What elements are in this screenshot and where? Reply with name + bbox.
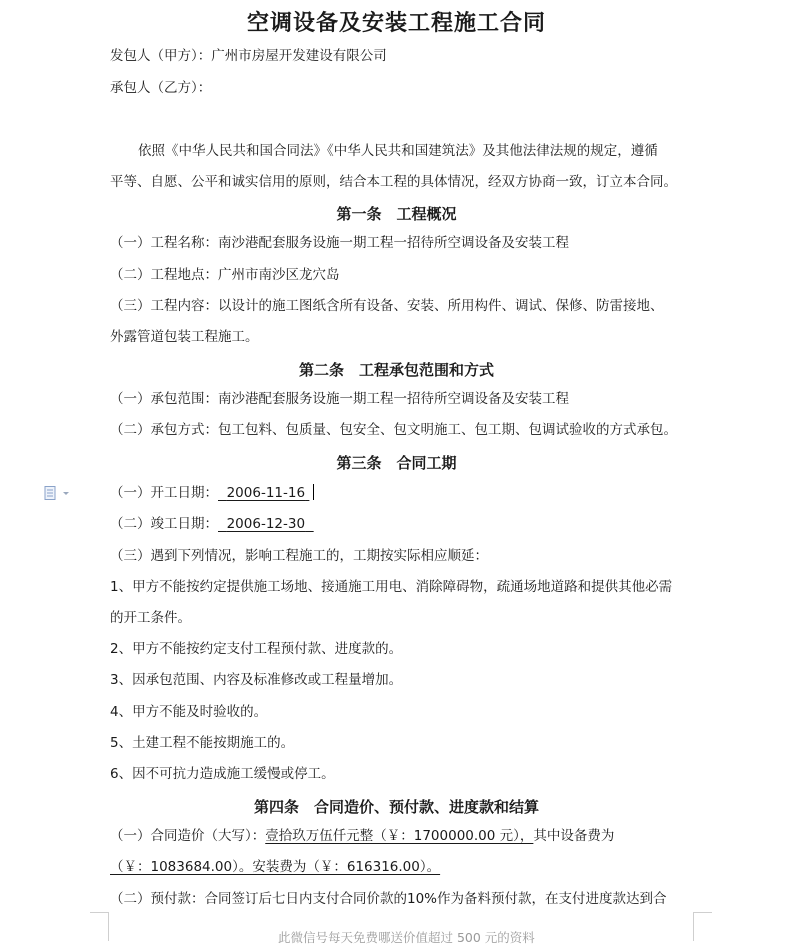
article-3-heading: 第三条 合同工期	[336, 454, 457, 472]
price-line-2	[110, 858, 440, 876]
article-1-line: 外露管道包装工程施工。	[110, 329, 259, 345]
article-3-line: （三）遇到下列情况，影响工程施工的，工期按实际相应顺延：	[110, 548, 488, 564]
price-label: （一）合同造价（大写）：	[110, 828, 266, 844]
article-3-line: 6、因不可抗力造成施工缓慢或停工。	[110, 766, 335, 782]
article-1-line: （一）工程名称：南沙港配套服务设施一期工程一招待所空调设备及安装工程	[110, 235, 569, 251]
document-paragraph-icon[interactable]	[44, 486, 70, 500]
article-1-line: （三）工程内容：以设计的施工图纸含所有设备、安装、所用构件、调试、保修、防雷接地、	[110, 298, 664, 314]
footer-corner-left	[90, 912, 109, 941]
document-title: 空调设备及安装工程施工合同	[246, 10, 546, 36]
prepayment-line: （二）预付款：合同签订后七日内支付合同价款的10%作为备料预付款，在支付进度款达到合	[110, 891, 667, 907]
text-cursor	[313, 484, 314, 500]
article-2-line: （一）承包范围：南沙港配套服务设施一期工程一招待所空调设备及安装工程	[110, 391, 569, 407]
price-line	[110, 827, 614, 845]
intro-line-1: 依照《中华人民共和国合同法》《中华人民共和国建筑法》及其他法律法规的规定，遵循	[138, 143, 658, 159]
article-3-line: 2、甲方不能按约定支付工程预付款、进度款的。	[110, 641, 403, 657]
price-field[interactable]: 壹拾玖万伍仟元整（￥：1700000.00 元），	[265, 828, 534, 844]
article-4-heading: 第四条 合同造价、预付款、进度款和结算	[253, 798, 539, 816]
article-2-line: （二）承包方式：包工包料、包质量、包安全、包文明施工、包工期、包调试验收的方式承包。	[110, 422, 677, 438]
article-3-line: 的开工条件。	[110, 610, 191, 626]
party-b: 承包人（乙方）：	[110, 80, 212, 96]
watermark-text: 此微信号每天免费哪送价值超过 500 元的资料	[278, 930, 535, 945]
cost-breakdown-field[interactable]: （￥：1083684.00）。安装费为（￥：616316.00）。	[110, 859, 441, 875]
party-a: 发包人（甲方）：广州市房屋开发建设有限公司	[110, 48, 387, 64]
end-date-label: （二）竣工日期：	[110, 516, 218, 532]
article-3-line: 5、土建工程不能按期施工的。	[110, 735, 295, 751]
intro-line-2: 平等、自愿、公平和诚实信用的原则，结合本工程的具体情况，经双方协商一致，订立本合同。	[110, 174, 677, 190]
article-1-line: （二）工程地点：广州市南沙区龙穴岛	[110, 267, 340, 283]
end-date-line	[110, 515, 314, 533]
article-3-line: 3、因承包范围、内容及标准修改或工程量增加。	[110, 672, 403, 688]
footer-corner-right	[693, 912, 712, 941]
article-1-heading: 第一条 工程概况	[336, 205, 457, 223]
article-3-line: 4、甲方不能及时验收的。	[110, 704, 268, 720]
price-tail: 其中设备费为	[533, 828, 615, 844]
end-date-field[interactable]: 2006-12-30	[226, 516, 306, 532]
start-date-field[interactable]: 2006-11-16	[226, 485, 306, 501]
start-date-label: （一）开工日期：	[110, 485, 218, 501]
start-date-line	[110, 484, 314, 502]
article-2-heading: 第二条 工程承包范围和方式	[298, 361, 494, 379]
article-3-line: 1、甲方不能按约定提供施工场地、接通施工用电、消除障碍物，疏通场地道路和提供其他必需	[110, 579, 673, 595]
